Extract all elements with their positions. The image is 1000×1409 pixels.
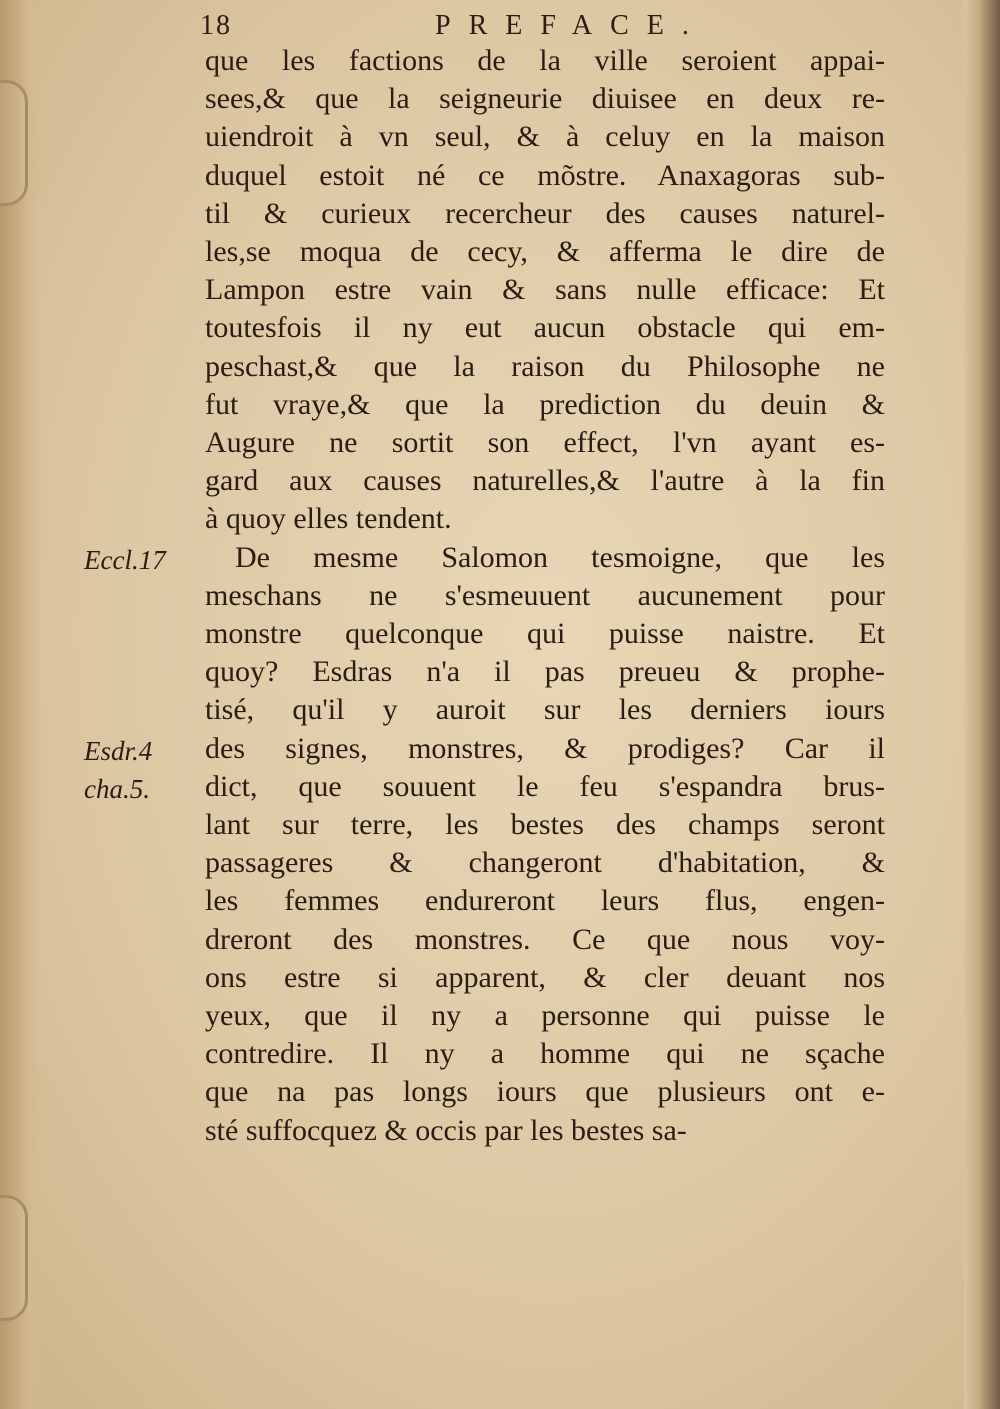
text-line: uiendroit à vn seul, & à celuy en la maison: [205, 120, 885, 154]
margin-note: Esdr.4: [84, 735, 153, 766]
binding-ring-top: [0, 80, 28, 206]
text-line: duquel estoit né ce mõstre. Anaxagoras sub-: [205, 158, 885, 192]
text-line: ons estre si apparent, & cler deuant nos: [205, 960, 885, 994]
text-line: til & curieux recercheur des causes naturel-: [205, 196, 885, 230]
text-line: lant sur terre, les bestes des champs seront: [205, 808, 885, 841]
text-line: que na pas longs iours que plusieurs ont e-: [205, 1075, 885, 1109]
text-line: gard aux causes naturelles,& l'autre à la fin: [205, 464, 885, 498]
text-line: les femmes endureront leurs flus, engen-: [205, 884, 885, 918]
text-line: dict, que souuent le feu s'espandra brus-: [205, 769, 885, 803]
text-line: sté suffocquez & occis par les bestes sa-: [205, 1113, 687, 1147]
page-edge: [964, 0, 1000, 1409]
text-line: les,se moqua de cecy, & afferma le dire de: [205, 235, 885, 268]
running-head: [200, 10, 890, 40]
text-line: tisé, qu'il y auroit sur les derniers iours: [205, 693, 885, 727]
text-line: quoy? Esdras n'a il pas preueu & prophe-: [205, 655, 885, 689]
text-line: que les factions de la ville seroient appai-: [205, 44, 885, 77]
text-line: meschans ne s'esmeuuent aucunement pour: [205, 578, 885, 612]
text-line: yeux, que il ny a personne qui puisse le: [205, 999, 885, 1032]
text-line: monstre quelconque qui puisse naistre. Et: [205, 617, 885, 650]
text-line: De mesme Salomon tesmoigne, que les: [235, 540, 885, 574]
text-line: Lampon estre vain & sans nulle efficace: Et: [205, 273, 885, 307]
text-line: dreront des monstres. Ce que nous voy-: [205, 922, 885, 956]
page-number: 18: [200, 10, 232, 41]
text-line: Augure ne sortit son effect, l'vn ayant es-: [205, 426, 885, 459]
binding-ring-bottom: [0, 1195, 28, 1321]
running-title: PREFACE.: [435, 10, 707, 41]
text-line: fut vraye,& que la prediction du deuin &: [205, 387, 885, 421]
text-line: à quoy elles tendent.: [205, 502, 452, 536]
text-line: peschast,& que la raison du Philosophe ne: [205, 349, 885, 383]
text-line: contredire. Il ny a homme qui ne sçache: [205, 1037, 885, 1071]
margin-note: Eccl.17: [84, 544, 166, 575]
text-line: des signes, monstres, & prodiges? Car il: [205, 731, 885, 765]
text-line: passageres & changeront d'habitation, &: [205, 846, 885, 880]
text-line: sees,& que la seigneurie diuisee en deux re-: [205, 82, 885, 116]
text-line: toutesfois il ny eut aucun obstacle qui em-: [205, 311, 885, 345]
margin-note: cha.5.: [84, 773, 150, 804]
